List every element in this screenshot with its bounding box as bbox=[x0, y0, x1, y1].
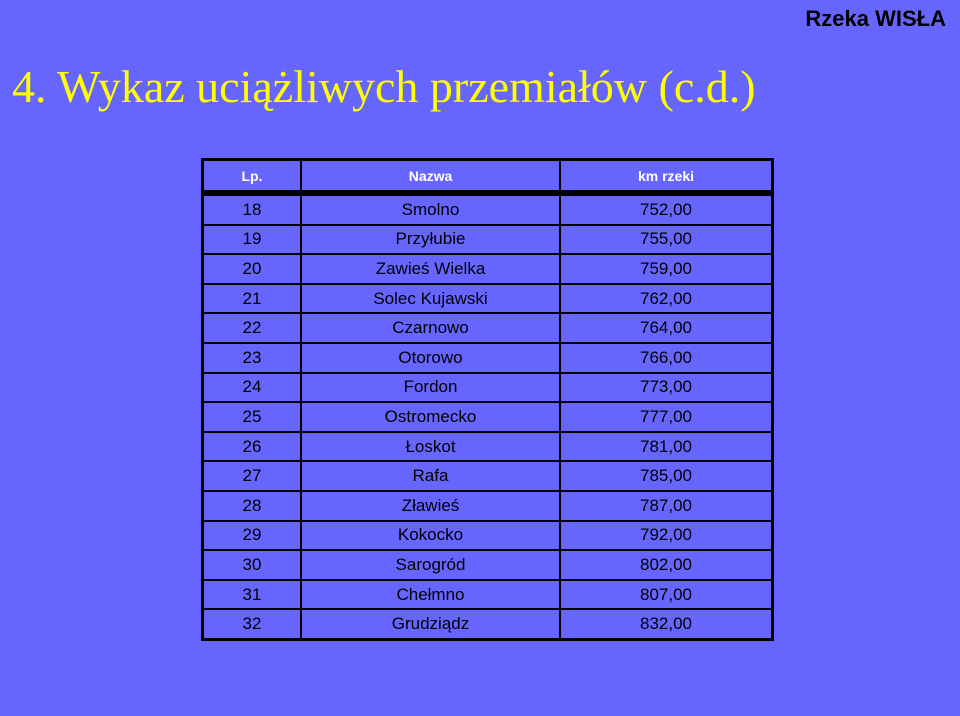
slide-title: 4. Wykaz uciążliwych przemiałów (c.d.) bbox=[12, 61, 756, 112]
cell-name: Zławieś bbox=[301, 491, 560, 521]
cell-km: 773,00 bbox=[560, 373, 771, 403]
cell-name: Zawieś Wielka bbox=[301, 254, 560, 284]
cell-km: 777,00 bbox=[560, 402, 771, 432]
table-header-row bbox=[204, 161, 771, 193]
cell-lp: 20 bbox=[204, 254, 301, 284]
cell-lp: 31 bbox=[204, 580, 301, 610]
cell-lp: 24 bbox=[204, 373, 301, 403]
cell-km: 752,00 bbox=[560, 193, 771, 225]
cell-name: Ostromecko bbox=[301, 402, 560, 432]
table-row bbox=[204, 609, 771, 638]
cell-km: 807,00 bbox=[560, 580, 771, 610]
column-header-lp: Lp. bbox=[204, 161, 301, 193]
cell-km: 764,00 bbox=[560, 313, 771, 343]
table-row bbox=[204, 254, 771, 284]
cell-lp: 30 bbox=[204, 550, 301, 580]
table-row bbox=[204, 373, 771, 403]
cell-lp: 29 bbox=[204, 521, 301, 551]
cell-km: 792,00 bbox=[560, 521, 771, 551]
table-row bbox=[204, 432, 771, 462]
table-row bbox=[204, 521, 771, 551]
table-row bbox=[204, 313, 771, 343]
cell-name: Otorowo bbox=[301, 343, 560, 373]
cell-name: Solec Kujawski bbox=[301, 284, 560, 314]
cell-km: 787,00 bbox=[560, 491, 771, 521]
crossings-table-frame bbox=[201, 158, 774, 641]
cell-name: Łoskot bbox=[301, 432, 560, 462]
cell-lp: 32 bbox=[204, 609, 301, 638]
crossings-table bbox=[204, 161, 771, 638]
cell-name: Chełmno bbox=[301, 580, 560, 610]
table-row bbox=[204, 461, 771, 491]
column-header-km: km rzeki bbox=[560, 161, 771, 193]
cell-lp: 27 bbox=[204, 461, 301, 491]
cell-name: Czarnowo bbox=[301, 313, 560, 343]
table-row bbox=[204, 284, 771, 314]
cell-name: Rafa bbox=[301, 461, 560, 491]
cell-name: Kokocko bbox=[301, 521, 560, 551]
table-row bbox=[204, 550, 771, 580]
table-body bbox=[204, 193, 771, 638]
cell-km: 762,00 bbox=[560, 284, 771, 314]
cell-name: Przyłubie bbox=[301, 225, 560, 255]
table-row bbox=[204, 402, 771, 432]
cell-km: 759,00 bbox=[560, 254, 771, 284]
cell-name: Grudziądz bbox=[301, 609, 560, 638]
cell-km: 802,00 bbox=[560, 550, 771, 580]
cell-km: 781,00 bbox=[560, 432, 771, 462]
table-row bbox=[204, 491, 771, 521]
column-header-name: Nazwa bbox=[301, 161, 560, 193]
cell-km: 832,00 bbox=[560, 609, 771, 638]
river-label: Rzeka WISŁA bbox=[805, 6, 946, 31]
cell-name: Smolno bbox=[301, 193, 560, 225]
cell-lp: 23 bbox=[204, 343, 301, 373]
cell-name: Fordon bbox=[301, 373, 560, 403]
table-row bbox=[204, 193, 771, 225]
table-row bbox=[204, 225, 771, 255]
cell-lp: 18 bbox=[204, 193, 301, 225]
cell-lp: 26 bbox=[204, 432, 301, 462]
cell-km: 755,00 bbox=[560, 225, 771, 255]
cell-km: 785,00 bbox=[560, 461, 771, 491]
cell-lp: 28 bbox=[204, 491, 301, 521]
cell-lp: 19 bbox=[204, 225, 301, 255]
cell-km: 766,00 bbox=[560, 343, 771, 373]
table-row bbox=[204, 343, 771, 373]
table-row bbox=[204, 580, 771, 610]
cell-lp: 22 bbox=[204, 313, 301, 343]
cell-name: Sarogród bbox=[301, 550, 560, 580]
cell-lp: 21 bbox=[204, 284, 301, 314]
cell-lp: 25 bbox=[204, 402, 301, 432]
